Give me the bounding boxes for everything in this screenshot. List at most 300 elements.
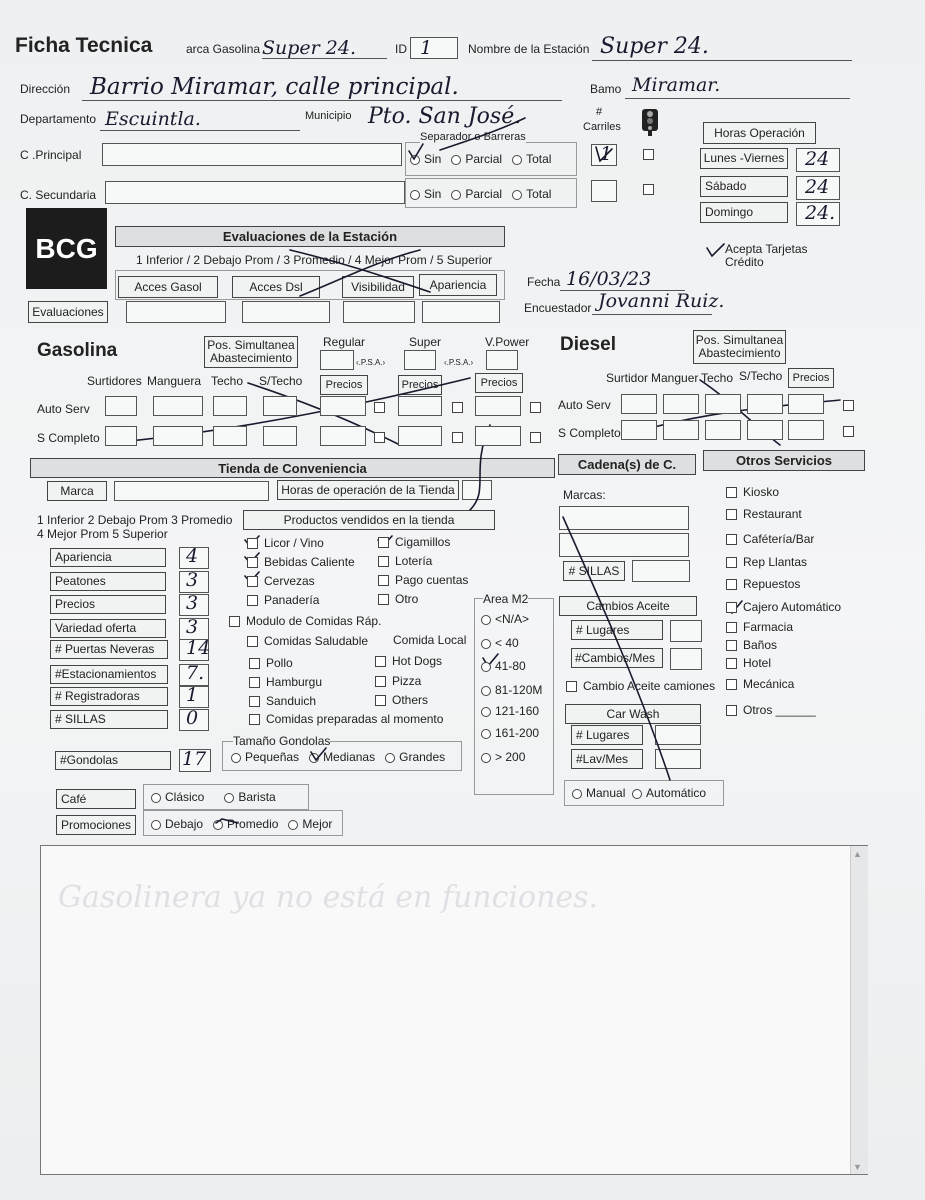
- producto-label-2: Bebidas Caliente: [264, 555, 355, 569]
- rating-value-3: 3: [186, 616, 199, 638]
- dsl-check-1[interactable]: [843, 423, 860, 441]
- regular-field[interactable]: [320, 350, 354, 370]
- rating-label-7: # SILLAS: [50, 710, 168, 729]
- diesel-title: Diesel: [560, 334, 616, 355]
- producto-label-1: Cigamillos: [395, 535, 451, 549]
- comida-label-5: Others: [392, 693, 429, 707]
- otros-label-4: Repuestos: [743, 577, 801, 591]
- gas-cell-0-4[interactable]: [320, 396, 366, 416]
- debajo-label: Debajo: [165, 817, 204, 831]
- otros-item-2: [726, 532, 814, 546]
- gas-cell-1-0[interactable]: [105, 426, 137, 446]
- rating-label-3: Variedad oferta: [50, 619, 166, 638]
- otros-checkbox-5[interactable]: [726, 602, 737, 613]
- producto-5: [378, 573, 468, 587]
- eval-field-2[interactable]: [242, 301, 330, 323]
- horas-operacion-button[interactable]: Horas Operación: [703, 122, 816, 144]
- col-s-techo: S/Techo: [259, 374, 303, 388]
- carriles-value: 1: [600, 143, 613, 165]
- area-radio-2[interactable]: [481, 662, 491, 672]
- nombre-value[interactable]: Super 24.: [600, 34, 709, 59]
- otros-item-10: [726, 703, 816, 717]
- area-option-0: [481, 612, 529, 626]
- camiones-label: Cambio Aceite camiones: [583, 679, 716, 693]
- gas-cell-1-1[interactable]: [153, 426, 203, 446]
- carriles-field-2[interactable]: [591, 180, 617, 202]
- barista-label: Barista: [238, 790, 276, 804]
- area-radio-6[interactable]: [481, 753, 491, 763]
- barista-radio[interactable]: [224, 793, 234, 803]
- cambios-aceite-button[interactable]: Cambios Aceite: [559, 596, 697, 616]
- carriles-hash: #: [596, 106, 603, 118]
- tienda-marca-label: Marca: [47, 481, 107, 501]
- wash-lugares-field[interactable]: [655, 725, 701, 745]
- preparadas-checkbox[interactable]: [249, 714, 260, 725]
- otros-item-8: [726, 656, 771, 670]
- modulo-label: Modulo de Comidas Ráp.: [246, 614, 382, 628]
- comida-2: [249, 675, 322, 689]
- otros-label-3: Rep Llantas: [743, 555, 808, 569]
- precios-btn-2[interactable]: Precios: [398, 375, 442, 395]
- pequenas-radio[interactable]: [231, 753, 241, 763]
- acces-gasol-button[interactable]: Acces Gasol: [118, 276, 218, 298]
- producto-0: [247, 536, 324, 550]
- otros-item-1: [726, 507, 802, 521]
- cadena-title: Cadena(s) de C.: [558, 454, 696, 475]
- comidas-preparadas: [249, 712, 443, 726]
- gas-check-0-0[interactable]: [374, 399, 391, 417]
- area-label-0: <N/A>: [495, 612, 530, 626]
- producto-label-5: Pago cuentas: [395, 573, 469, 587]
- promedio-radio[interactable]: [213, 820, 223, 830]
- col-manguera: Manguera: [147, 374, 202, 388]
- tienda-marca-field[interactable]: [114, 481, 269, 501]
- producto-label-7: Otro: [395, 592, 419, 606]
- clasico-radio[interactable]: [151, 793, 161, 803]
- otros-item-5: [726, 600, 841, 614]
- gas-cell-1-6[interactable]: [475, 426, 521, 446]
- automatico-radio[interactable]: [632, 789, 642, 799]
- producto-checkbox-4[interactable]: [247, 576, 258, 587]
- acces-dsl-button[interactable]: Acces Dsl: [232, 276, 320, 298]
- otros-item-9: [726, 677, 794, 691]
- otros-item-3: [726, 555, 807, 569]
- otros-title: Otros Servicios: [703, 450, 865, 471]
- rating-label-6: # Registradoras: [50, 687, 168, 706]
- gas-cell-1-3[interactable]: [263, 426, 297, 446]
- gas-cell-0-0[interactable]: [105, 396, 137, 416]
- precios-btn-1[interactable]: Precios: [320, 375, 368, 395]
- gas-cell-1-5[interactable]: [398, 426, 442, 446]
- otros-item-4: [726, 577, 800, 591]
- otros-checkbox-0[interactable]: [726, 487, 737, 498]
- producto-2: [247, 555, 355, 569]
- vpower-field[interactable]: [486, 350, 518, 370]
- direccion-label: Dirección: [20, 82, 71, 96]
- manual-label: Manual: [586, 786, 626, 800]
- id-value: 1: [420, 37, 433, 59]
- evaluaciones-button[interactable]: Evaluaciones: [28, 301, 108, 323]
- separador-row-2: [410, 187, 551, 201]
- tienda-scale-1: 1 Inferior 2 Debajo Prom 3 Promedio: [37, 513, 233, 527]
- diesel-col-s-techo: S/Techo: [739, 369, 783, 383]
- evaluaciones-title: Evaluaciones de la Estación: [115, 226, 505, 247]
- direccion-underline: [82, 100, 562, 101]
- gondolas-label: #Gondolas: [55, 751, 171, 770]
- cambios-mes-label: #Cambios/Mes: [571, 648, 663, 668]
- domingo-label: Domingo: [700, 202, 788, 223]
- col-techo: Techo: [211, 374, 244, 388]
- rating-value-6: 1: [186, 684, 199, 706]
- rating-value-1: 3: [186, 569, 199, 591]
- precios-btn-3[interactable]: Precios: [475, 373, 523, 393]
- comida-checkbox-3[interactable]: [375, 676, 386, 687]
- comida-label-3: Pizza: [392, 674, 422, 688]
- rating-value-7: 0: [186, 707, 199, 729]
- manual-radio[interactable]: [572, 789, 582, 799]
- otros-label-2: Cafétería/Bar: [743, 532, 815, 546]
- diesel-col-manguer: Manguer: [651, 371, 699, 385]
- car-wash-button[interactable]: Car Wash: [565, 704, 701, 724]
- area-option-4: [481, 704, 539, 718]
- area-option-5: [481, 726, 539, 740]
- dsl-check-0[interactable]: [843, 397, 860, 415]
- psa-label-1: ‹.P.S.A.›: [356, 358, 386, 367]
- municipio-value[interactable]: Pto. San José.: [368, 104, 522, 129]
- tamano-title: Tamaño Gondolas: [233, 734, 331, 748]
- comida-checkbox-4[interactable]: [249, 696, 260, 707]
- eval-field-3[interactable]: [343, 301, 415, 323]
- super-label: Super: [409, 335, 442, 349]
- producto-checkbox-3[interactable]: [378, 556, 389, 567]
- domingo-value: 24.: [805, 202, 836, 224]
- clasico-label: Clásico: [165, 790, 205, 804]
- id-label: ID: [395, 42, 407, 56]
- psa-label-2: ‹.P.S.A.›: [444, 358, 474, 367]
- gas-check-1-0[interactable]: [374, 429, 391, 447]
- producto-3: [378, 554, 432, 568]
- dsl-cell-1-1[interactable]: [663, 420, 699, 440]
- apariencia-button[interactable]: Apariencia: [419, 274, 497, 296]
- gas-cell-0-2[interactable]: [213, 396, 247, 416]
- tienda-horas-field[interactable]: [462, 480, 492, 500]
- cambio-camiones: [566, 679, 715, 693]
- col-surtidores: Surtidores: [87, 374, 142, 388]
- comida-label-1: Hot Dogs: [392, 654, 443, 668]
- s-completo-label: S Completo: [37, 431, 100, 445]
- parcial-label: Parcial: [465, 152, 503, 166]
- gas-cell-0-1[interactable]: [153, 396, 203, 416]
- departamento-label: Departamento: [20, 112, 97, 126]
- nombre-label: Nombre de la Estación: [468, 42, 590, 56]
- parcial-label-2: Parcial: [465, 187, 503, 201]
- aceite-lugares-label: # Lugares: [571, 620, 663, 640]
- diesel-pos-button[interactable]: Pos. Simultanea Abastecimiento: [693, 330, 786, 364]
- aceite-lugares-field[interactable]: [670, 620, 702, 642]
- area-radio-5[interactable]: [481, 729, 491, 739]
- municipio-label: Municipio: [305, 110, 352, 122]
- sabado-value: 24: [805, 176, 830, 198]
- producto-checkbox-1[interactable]: [378, 537, 389, 548]
- producto-label-6: Panadería: [264, 593, 320, 607]
- gasolina-title: Gasolina: [37, 340, 118, 361]
- encuestador-value[interactable]: Jovanni Ruiz.: [598, 290, 725, 312]
- producto-label-3: Lotería: [395, 554, 433, 568]
- gasolina-pos-button[interactable]: Pos. Simultanea Abastecimiento: [204, 336, 298, 368]
- otros-label-9: Mecánica: [743, 677, 795, 691]
- gas-cell-0-3[interactable]: [263, 396, 297, 416]
- area-radio-0[interactable]: [481, 615, 491, 625]
- producto-6: [247, 593, 319, 607]
- dsl-cell-0-3[interactable]: [747, 394, 783, 414]
- otros-label-1: Restaurant: [743, 507, 802, 521]
- producto-7: [378, 592, 418, 606]
- gas-cell-0-5[interactable]: [398, 396, 442, 416]
- producto-1: [378, 535, 450, 549]
- promedio-label: Promedio: [227, 817, 279, 831]
- medianas-label: Medianas: [323, 750, 376, 764]
- producto-checkbox-6[interactable]: [247, 595, 258, 606]
- otros-item-7: [726, 638, 777, 652]
- notes-scrollbar[interactable]: [850, 846, 868, 1174]
- wash-lugares-label: # Lugares: [571, 725, 643, 745]
- super-field[interactable]: [404, 350, 436, 370]
- total-radio[interactable]: [512, 155, 522, 165]
- sin-radio[interactable]: [410, 155, 420, 165]
- bcg-logo: BCG: [26, 208, 107, 289]
- comida-checkbox-0[interactable]: [249, 658, 260, 669]
- rating-value-4: 14: [186, 637, 211, 659]
- rating-label-5: #Estacionamientos: [50, 665, 168, 684]
- otros-label-5: Cajero Automático: [743, 600, 842, 614]
- sin-radio-2[interactable]: [410, 190, 420, 200]
- comida-1: [375, 654, 442, 668]
- lav-mes-field[interactable]: [655, 749, 701, 769]
- carriles-check-1[interactable]: [643, 146, 660, 164]
- automatico-label: Automático: [646, 786, 707, 800]
- area-label-1: < 40: [495, 636, 519, 650]
- diesel-col-techo: Techo: [701, 371, 734, 385]
- dsl-cell-1-0[interactable]: [621, 420, 657, 440]
- medianas-radio[interactable]: [309, 753, 319, 763]
- parcial-radio-2[interactable]: [451, 190, 461, 200]
- marca-value[interactable]: Super 24.: [262, 37, 356, 59]
- productos-title: Productos vendidos en la tienda: [243, 510, 495, 530]
- area-label-5: 161-200: [495, 726, 540, 740]
- otros-checkbox-3[interactable]: [726, 557, 737, 568]
- comida-5: [375, 693, 428, 707]
- gas-check-0-2[interactable]: [530, 399, 547, 417]
- gas-cell-1-2[interactable]: [213, 426, 247, 446]
- barrio-label: Bamo: [590, 82, 622, 96]
- carriles-check-2[interactable]: [643, 181, 660, 199]
- nombre-underline: [592, 60, 852, 61]
- diesel-precios-btn[interactable]: Precios: [788, 368, 834, 388]
- fecha-value[interactable]: 16/03/23: [566, 268, 652, 290]
- otros-label-6: Farmacia: [743, 620, 794, 634]
- grandes-radio[interactable]: [385, 753, 395, 763]
- area-radio-1[interactable]: [481, 639, 491, 649]
- tienda-scale-2: 4 Mejor Prom 5 Superior: [37, 527, 168, 541]
- otros-item-0: [726, 485, 779, 499]
- rating-label-1: Peatones: [50, 572, 166, 591]
- tienda-title: Tienda de Conveniencia: [30, 458, 555, 478]
- barrio-underline: [625, 98, 850, 99]
- mejor-label: Mejor: [302, 817, 333, 831]
- area-label-4: 121-160: [495, 704, 540, 718]
- traffic-light-icon: [640, 108, 660, 136]
- promociones-options: [151, 817, 332, 831]
- fecha-label: Fecha: [527, 275, 561, 289]
- c-principal-label: C .Principal: [20, 148, 82, 162]
- gas-check-1-2[interactable]: [530, 429, 547, 447]
- rating-label-0: Apariencia: [50, 548, 166, 567]
- eval-field-1[interactable]: [126, 301, 226, 323]
- producto-4: [247, 574, 315, 588]
- encuestador-underline: [592, 314, 712, 315]
- diesel-col-surtidor: Surtidor: [606, 371, 649, 385]
- eval-field-4[interactable]: [422, 301, 500, 323]
- comida-0: [249, 656, 293, 670]
- id-field[interactable]: [410, 37, 458, 59]
- otros-checkbox-10[interactable]: [726, 705, 737, 716]
- visibilidad-button[interactable]: Visibilidad: [342, 276, 414, 298]
- area-option-6: [481, 750, 525, 764]
- dsl-cell-0-2[interactable]: [705, 394, 741, 414]
- cafe-label: Café: [56, 789, 136, 809]
- area-label-6: > 200: [495, 750, 526, 764]
- otros-checkbox-6[interactable]: [726, 622, 737, 633]
- otros-checkbox-1[interactable]: [726, 509, 737, 520]
- area-label-2: 41-80: [495, 659, 526, 673]
- comida-label-4: Sanduich: [266, 694, 317, 708]
- comida-label-0: Pollo: [266, 656, 293, 670]
- otros-item-6: [726, 620, 793, 634]
- cadena-sillas-label: # SILLAS: [563, 561, 625, 581]
- otros-checkbox-7[interactable]: [726, 640, 737, 651]
- dsl-cell-1-3[interactable]: [747, 420, 783, 440]
- comida-local-label: Comida Local: [393, 633, 467, 647]
- comida-checkbox-2[interactable]: [249, 677, 260, 688]
- otros-checkbox-4[interactable]: [726, 579, 737, 590]
- comidas-saludable: [247, 634, 368, 648]
- producto-label-4: Cervezas: [264, 574, 315, 588]
- otros-checkbox-9[interactable]: [726, 679, 737, 690]
- rating-value-0: 4: [186, 545, 199, 567]
- evaluaciones-scale: 1 Inferior / 2 Debajo Prom / 3 Promedio / 4 Mejor Prom / 5 Superior: [136, 253, 493, 267]
- acepta-tarjetas-label: Acepta Tarjetas Crédito: [725, 242, 808, 269]
- dsl-cell-1-2[interactable]: [705, 420, 741, 440]
- producto-checkbox-7[interactable]: [378, 594, 389, 605]
- lunes-viernes-label: Lunes -Viernes: [700, 148, 788, 169]
- area-radio-4[interactable]: [481, 707, 491, 717]
- preparadas-label: Comidas preparadas al momento: [266, 712, 444, 726]
- otros-checkbox-8[interactable]: [726, 658, 737, 669]
- camiones-checkbox[interactable]: [566, 681, 577, 692]
- departamento-value[interactable]: Escuintla.: [105, 108, 201, 130]
- diesel-s-completo-label: S Completo: [558, 426, 621, 440]
- lunes-viernes-value: 24: [805, 148, 830, 170]
- producto-checkbox-0[interactable]: [247, 538, 258, 549]
- tienda-horas-label: Horas de operación de la Tienda: [277, 480, 459, 500]
- gondolas-value: 17: [182, 748, 207, 770]
- barrio-value[interactable]: Miramar.: [632, 74, 721, 96]
- cafe-options: [151, 790, 276, 804]
- pequenas-label: Pequeñas: [245, 750, 300, 764]
- marcas-label: Marcas:: [563, 488, 606, 502]
- rating-label-2: Precios: [50, 595, 166, 614]
- promociones-label: Promociones: [56, 815, 136, 835]
- marcas-field-1[interactable]: [559, 506, 689, 530]
- producto-checkbox-5[interactable]: [378, 575, 389, 586]
- otros-label-0: Kiosko: [743, 485, 780, 499]
- dsl-cell-0-0[interactable]: [621, 394, 657, 414]
- direccion-value[interactable]: Barrio Miramar, calle principal.: [90, 74, 459, 100]
- departamento-underline: [100, 130, 300, 131]
- comida-checkbox-1[interactable]: [375, 656, 386, 667]
- dsl-cell-0-4[interactable]: [788, 394, 824, 414]
- regular-label: Regular: [323, 335, 366, 349]
- tamano-options: [231, 750, 445, 764]
- producto-checkbox-2[interactable]: [247, 557, 258, 568]
- diesel-auto-serv-label: Auto Serv: [558, 398, 611, 412]
- comida-checkbox-5[interactable]: [375, 695, 386, 706]
- comida-label-2: Hamburgu: [266, 675, 323, 689]
- debajo-radio[interactable]: [151, 820, 161, 830]
- area-label-3: 81-120M: [495, 683, 543, 697]
- scroll-up-icon[interactable]: ▲: [853, 849, 862, 859]
- total-label-2: Total: [526, 187, 552, 201]
- modulo-comidas: [229, 614, 381, 628]
- lav-mes-label: #Lav/Mes: [571, 749, 643, 769]
- carriles-label: Carriles: [583, 121, 621, 133]
- otros-label-7: Baños: [743, 638, 778, 652]
- parcial-radio[interactable]: [451, 155, 461, 165]
- producto-label-0: Licor / Vino: [264, 536, 324, 550]
- area-option-2: [481, 659, 526, 673]
- total-radio-2[interactable]: [512, 190, 522, 200]
- wash-options: [572, 786, 706, 800]
- separador-title: Separador o Barreras: [420, 131, 526, 143]
- marca-label: arca Gasolina: [186, 42, 261, 56]
- rating-label-4: # Puertas Neveras: [50, 640, 168, 659]
- cadena-sillas-field[interactable]: [632, 560, 690, 582]
- dsl-cell-1-4[interactable]: [788, 420, 824, 440]
- otros-checkbox-2[interactable]: [726, 534, 737, 545]
- gas-cell-1-4[interactable]: [320, 426, 366, 446]
- c-principal-field[interactable]: [102, 143, 402, 166]
- otros-label-8: Hotel: [743, 656, 772, 670]
- scroll-down-icon[interactable]: ▼: [853, 1162, 862, 1172]
- dsl-cell-0-1[interactable]: [663, 394, 699, 414]
- modulo-checkbox[interactable]: [229, 616, 240, 627]
- gas-cell-0-6[interactable]: [475, 396, 521, 416]
- gas-check-1-1[interactable]: [452, 429, 469, 447]
- marcas-field-2[interactable]: [559, 533, 689, 557]
- gas-check-0-1[interactable]: [452, 399, 469, 417]
- comida-3: [375, 674, 421, 688]
- grandes-label: Grandes: [399, 750, 446, 764]
- saludable-checkbox[interactable]: [247, 636, 258, 647]
- mejor-radio[interactable]: [288, 820, 298, 830]
- sin-label-2: Sin: [424, 187, 442, 201]
- rating-value-5: 7.: [186, 662, 205, 684]
- rating-value-2: 3: [186, 592, 199, 614]
- area-radio-3[interactable]: [481, 686, 491, 696]
- area-title: Area M2: [483, 592, 529, 606]
- c-secundaria-field[interactable]: [105, 181, 405, 204]
- cambios-mes-field[interactable]: [670, 648, 702, 670]
